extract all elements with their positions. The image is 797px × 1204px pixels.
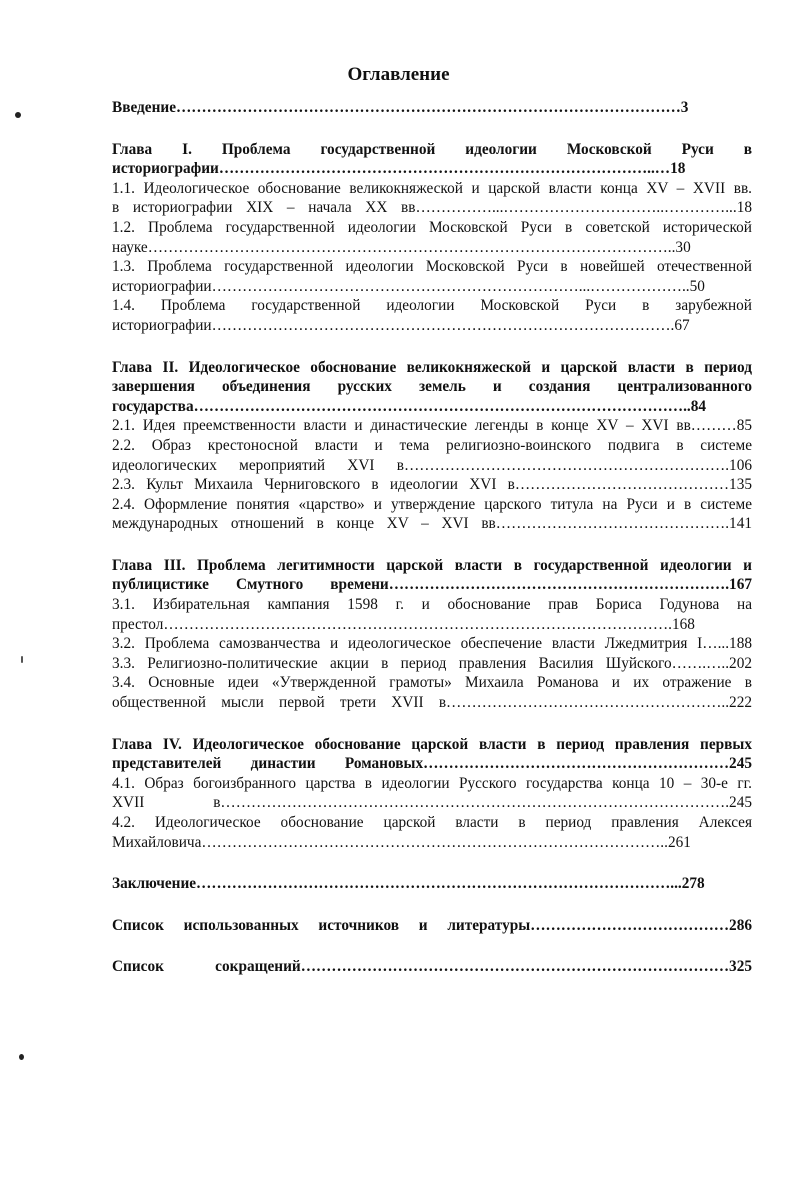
toc-entry-line: 2.1. Идея преемственности власти и династические легенды в конце XV – XVI вв………85: [112, 417, 752, 435]
toc-entry-line: 1.3. Проблема государственной идеологии Московской Руси в новейшей отечественной: [112, 258, 752, 276]
toc-heading-line: государства……………………………………………………………………………………..84: [112, 397, 707, 415]
toc-entry-line: общественной мысли первой трети XVII в………………………………………………..222: [112, 694, 752, 712]
toc-section: [112, 957, 752, 977]
toc-entry-line: международных отношений в конце XV – XVI вв……………………………………….141: [112, 515, 752, 533]
toc-section: [112, 98, 752, 118]
toc-entry-line: 2.3. Культ Михаила Черниговского в идеологии XVI в……………………………………135: [112, 476, 752, 494]
table-of-contents: [112, 98, 752, 999]
toc-entry-line: 3.3. Религиозно-политические акции в период правления Василия Шуйского…….…..202: [112, 654, 752, 672]
toc-entry-line: 3.4. Основные идеи «Утвержденной грамоты» Михаила Романова и их отражение в: [112, 674, 752, 692]
toc-entry-line: престол……………………………………………………………………………………….168: [112, 615, 695, 633]
toc-heading-line: Введение………………………………………………………………………………………3: [112, 99, 689, 116]
toc-entry-line: 1.1. Идеологическое обоснование великокняжеской и царской власти конца XV – XVII вв.: [112, 179, 752, 197]
toc-section: [112, 916, 752, 936]
toc-heading-line: Глава IV. Идеологическое обоснование царской власти в период правления первых: [112, 735, 752, 753]
margin-tick-middle: [21, 656, 23, 663]
toc-entry-line: 4.1. Образ богоизбранного царства в идеологии Русского государства конца 10 – 30-е гг.: [112, 774, 752, 792]
toc-entry-line: идеологических мероприятий XVI в……………………………………………………….106: [112, 456, 752, 474]
toc-heading-line: публицистике Смутного времени………………………………………………………….167: [112, 576, 752, 594]
toc-entry-line: 1.2. Проблема государственной идеологии Московской Руси в советской исторической: [112, 218, 752, 236]
toc-heading-line: представителей династии Романовых……………………………………………………245: [112, 755, 752, 773]
toc-entry-line: 2.4. Оформление понятия «царство» и утверждение царского титула на Руси и в системе: [112, 495, 752, 513]
toc-entry-line: 3.1. Избирательная кампания 1598 г. и обоснование прав Бориса Годунова на: [112, 596, 752, 614]
margin-dot-top: [15, 112, 21, 118]
toc-entry-line: историографии……………………………………………………………………………….67: [112, 316, 690, 334]
toc-heading-line: Глава II. Идеологическое обоснование великокняжеской и царской власти в период: [112, 358, 752, 376]
toc-section: [112, 556, 752, 713]
page-title: Оглавление: [347, 64, 450, 85]
toc-entry-line: историографии………………………………………………………………...………………..50: [112, 277, 705, 295]
toc-heading-line: Глава I. Проблема государственной идеологии Московской Руси в: [112, 140, 752, 158]
toc-heading-line: Список использованных источников и литературы…………………………………286: [112, 916, 752, 934]
toc-section: [112, 735, 752, 853]
toc-entry-line: 3.2. Проблема самозванчества и идеологическое обеспечение власти Лжедмитрия I…...188: [112, 635, 752, 653]
toc-heading-line: Список сокращений…………………………………………………………………………325: [112, 958, 752, 976]
toc-entry-line: науке…………………………………………………………………………………………..30: [112, 238, 691, 256]
toc-heading-line: историографии…………………………………………………………………………..…18: [112, 160, 686, 178]
toc-entry-line: Михайловича………………………………………………………………………………..261: [112, 833, 691, 851]
toc-heading-line: Глава III. Проблема легитимности царской власти в государственной идеологии и: [112, 556, 752, 574]
toc-section: [112, 358, 752, 534]
toc-section: [112, 140, 752, 336]
toc-entry-line: 2.2. Образ крестоносной власти и тема религиозно-воинского подвига в системе: [112, 436, 752, 454]
toc-section: [112, 874, 752, 894]
toc-entry-line: 1.4. Проблема государственной идеологии Московской Руси в зарубежной: [112, 297, 752, 315]
toc-entry-line: XVII в……………………………………………………………………………………….245: [112, 794, 752, 812]
toc-heading-line: завершения объединения русских земель и создания централизованного: [112, 378, 752, 396]
toc-heading-line: Заключение…………………………………………………………………………………...278: [112, 875, 705, 893]
toc-entry-line: в историографии XIX – начала XX вв……………...…………………………..…………...18: [112, 199, 752, 217]
margin-dot-bottom: [19, 1054, 24, 1060]
toc-entry-line: 4.2. Идеологическое обоснование царской власти в период правления Алексея: [112, 814, 752, 831]
